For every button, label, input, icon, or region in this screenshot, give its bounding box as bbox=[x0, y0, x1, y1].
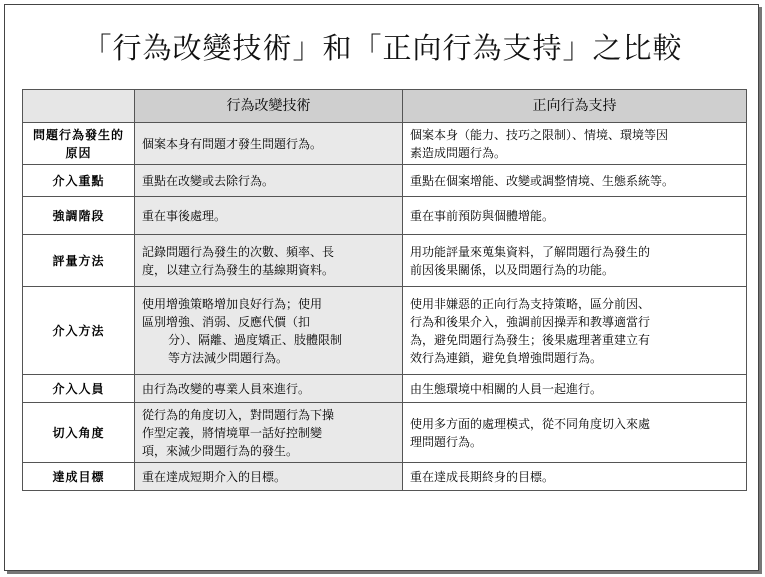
positive-behavior-support-cell bbox=[403, 165, 747, 197]
page-title: 「行為改變技術」和「正向行為支持」之比較 bbox=[82, 31, 683, 65]
table-row bbox=[23, 197, 747, 235]
row-label: 介入人員 bbox=[23, 375, 135, 403]
table-row bbox=[23, 375, 747, 403]
row-label: 問題行為發生的原因 bbox=[23, 123, 135, 165]
cell-line: 用功能評量來蒐集資料，了解問題行為發生的 bbox=[410, 244, 651, 259]
comparison-table bbox=[22, 89, 747, 491]
header-behavior-modification: 行為改變技術 bbox=[135, 90, 403, 123]
row-label: 介入方法 bbox=[23, 287, 135, 375]
table-row bbox=[23, 287, 747, 375]
cell-line: 使用增強策略增加良好行為；使用 bbox=[142, 296, 323, 311]
table-row bbox=[23, 123, 747, 165]
cell-line: 由生態環境中相關的人員一起進行。 bbox=[410, 381, 603, 396]
table-row bbox=[23, 165, 747, 197]
cell-line: 行為和後果介入，強調前因操弄和教導適當行 bbox=[410, 314, 651, 329]
behavior-modification-cell bbox=[135, 287, 403, 375]
table-header-row bbox=[23, 90, 747, 123]
cell-line: 重點在個案增能、改變或調整情境、生態系統等。 bbox=[410, 173, 675, 188]
cell-line: 效行為連鎖，避免負增強問題行為。 bbox=[410, 350, 603, 365]
cell-line: 個案本身有問題才發生問題行為。 bbox=[142, 136, 323, 151]
cell-line: 重在達成長期終身的目標。 bbox=[410, 469, 555, 484]
cell-line: 個案本身（能力、技巧之限制）、情境、環境等因 bbox=[410, 127, 669, 142]
cell-line: 作型定義，將情境單一話好控制變 bbox=[142, 425, 323, 440]
table-row bbox=[23, 403, 747, 463]
cell-line: 理問題行為。 bbox=[410, 434, 483, 449]
cell-line: 重在事前預防與個體增能。 bbox=[410, 208, 555, 223]
positive-behavior-support-cell bbox=[403, 287, 747, 375]
positive-behavior-support-cell bbox=[403, 235, 747, 287]
positive-behavior-support-cell bbox=[403, 197, 747, 235]
cell-line: 素造成問題行為。 bbox=[410, 145, 507, 160]
table-row bbox=[23, 235, 747, 287]
header-corner-cell bbox=[23, 90, 135, 123]
row-label: 強調階段 bbox=[23, 197, 135, 235]
cell-line: 區別增強、消弱、反應代價（扣 bbox=[142, 314, 311, 329]
behavior-modification-cell bbox=[135, 197, 403, 235]
cell-line: 重點在改變或去除行為。 bbox=[142, 173, 275, 188]
behavior-modification-cell bbox=[135, 123, 403, 165]
cell-line: 等方法減少問題行為。 bbox=[168, 350, 289, 365]
cell-line: 項，來減少問題行為的發生。 bbox=[142, 443, 299, 458]
cell-line: 重在達成短期介入的目標。 bbox=[142, 469, 287, 484]
positive-behavior-support-cell bbox=[403, 375, 747, 403]
cell-line: 重在事後處理。 bbox=[142, 208, 227, 223]
cell-line: 為，避免問題行為發生；後果處理著重建立有 bbox=[410, 332, 651, 347]
cell-line: 分）、隔離、過度矯正、肢體限制 bbox=[168, 332, 343, 347]
table-row bbox=[23, 463, 747, 491]
cell-line: 前因後果關係，以及問題行為的功能。 bbox=[410, 262, 615, 277]
header-positive-behavior-support: 正向行為支持 bbox=[403, 90, 747, 123]
cell-line: 度，以建立行為發生的基線期資料。 bbox=[142, 262, 335, 277]
positive-behavior-support-cell bbox=[403, 403, 747, 463]
row-label: 達成目標 bbox=[23, 463, 135, 491]
cell-line: 從行為的角度切入，對問題行為下操 bbox=[142, 407, 335, 422]
behavior-modification-cell bbox=[135, 165, 403, 197]
row-label: 評量方法 bbox=[23, 235, 135, 287]
behavior-modification-cell bbox=[135, 403, 403, 463]
behavior-modification-cell bbox=[135, 375, 403, 403]
positive-behavior-support-cell bbox=[403, 123, 747, 165]
row-label: 切入角度 bbox=[23, 403, 135, 463]
behavior-modification-cell bbox=[135, 235, 403, 287]
cell-line: 使用非嫌惡的正向行為支持策略，區分前因、 bbox=[410, 296, 651, 311]
cell-line: 由行為改變的專業人員來進行。 bbox=[142, 381, 311, 396]
cell-line: 記錄問題行為發生的次數、頻率、長 bbox=[142, 244, 335, 259]
positive-behavior-support-cell bbox=[403, 463, 747, 491]
behavior-modification-cell bbox=[135, 463, 403, 491]
cell-line: 使用多方面的處理模式，從不同角度切入來處 bbox=[410, 416, 651, 431]
row-label: 介入重點 bbox=[23, 165, 135, 197]
